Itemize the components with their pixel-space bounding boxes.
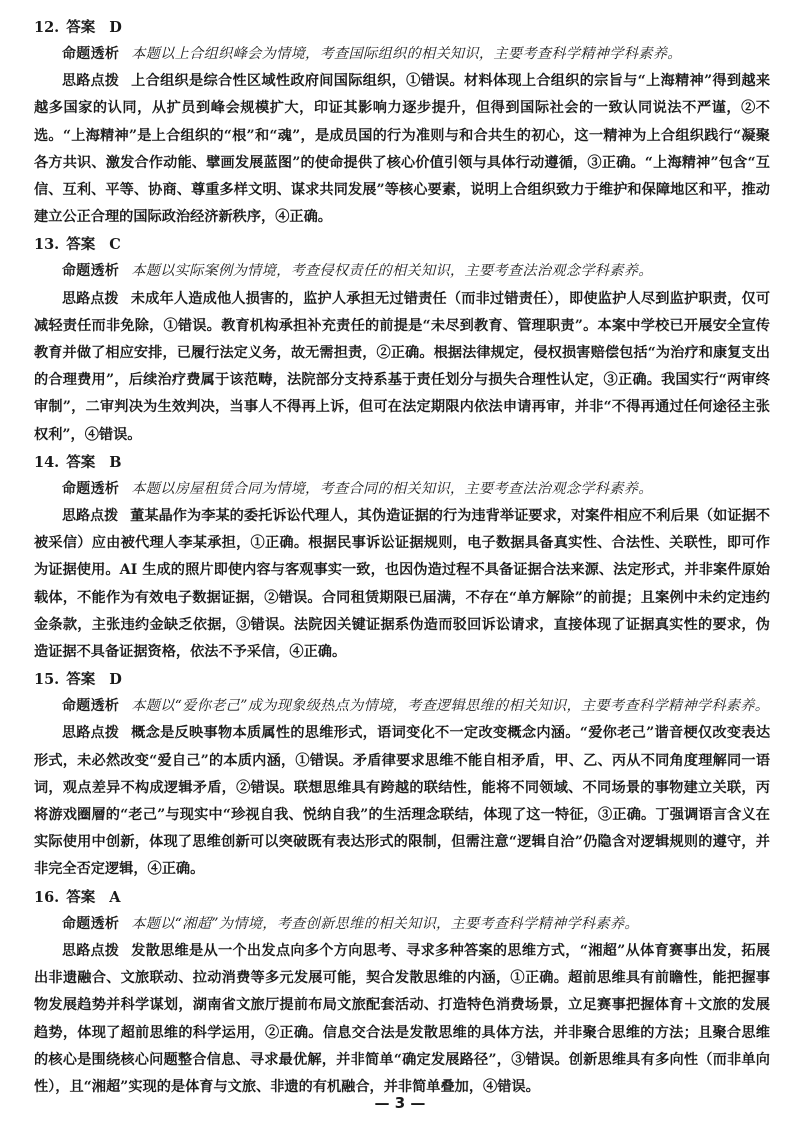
intro-label: 命题透析 bbox=[62, 46, 120, 62]
answer-letter: D bbox=[109, 19, 122, 36]
answer-letter: D bbox=[109, 671, 122, 689]
intro-text: 本题以实际案例为情境，考查侵权责任的相关知识，主要考查法治观念学科素养。 bbox=[131, 263, 653, 280]
explanation-paragraph bbox=[34, 938, 770, 1101]
intro-paragraph bbox=[34, 476, 770, 503]
answer-letter: C bbox=[109, 236, 121, 254]
question-15 bbox=[34, 666, 770, 883]
question-number: 13. bbox=[34, 236, 60, 254]
intro-paragraph bbox=[34, 258, 770, 285]
explanation-label: 思路点拨 bbox=[62, 290, 119, 307]
question-number: 14. bbox=[34, 453, 60, 471]
explanation-label: 思路点拨 bbox=[62, 508, 119, 525]
explanation-text: 概念是反映事物本质属性的思维形式，语词变化不一定改变概念内涵。“爱你老己”谐音梗仅改变表达形式，未必然改变“爱自己”的本质内涵，①错误。矛盾律要求思维不能自相矛盾，甲、乙、丙从不同角度理解同一语词，观点差异不构成逻辑矛盾，②错误。联想思维具有跨越的联结性，能将不同领域、不同场景的事物建立关联，丙将游戏圈層的“老己”与现实中“珍视自我、悦纳自我”的生活理念联结，体现了这一特征，③正确。丁强调语言含义在实际使用中创新，体现了思维创新可以突破既有表达形式的限制，但需注意“逻辑自洽”仍隐含对逻辑规则的遵守，并非完全否定逻辑，④正确。 bbox=[34, 725, 771, 878]
explanation-label: 思路点拨 bbox=[62, 725, 120, 742]
answer-page bbox=[34, 14, 770, 1101]
explanation-text: 上合组织是综合性区域性政府间国际组织，①错误。材料体现上合组织的宗旨与“上海精神”得到越来越多国家的认同，从扩员到峰会规模扩大，印证其影响力逐步提升，但得到国际社会的一致认同说法不严谨，②不选。“上海精神”是上合组织的“根”和“魂”，是成员国的行为准则与和合共生的初心，这一精神为上合组织践行“凝聚各方共识、激发合作动能、擘画发展蓝图”的使命提供了核心价值引领与具体行动遵循，③正确。“上海精神”包含“互信、互利、平等、协商、尊重多样文明、谋求共同发展”等核心要素，说明上合组织致力于维护和保障地区和平，推动建立公正合理的国际政治经济新秩序，④正确。 bbox=[34, 73, 771, 226]
intro-label: 命题透析 bbox=[62, 263, 120, 280]
answer-label: 答案 bbox=[66, 453, 96, 471]
question-number: 15. bbox=[34, 671, 60, 689]
page-number: — 3 — bbox=[374, 1094, 426, 1112]
explanation-paragraph bbox=[34, 503, 770, 666]
question-14 bbox=[34, 449, 770, 666]
question-header bbox=[34, 449, 770, 476]
intro-paragraph bbox=[34, 41, 770, 68]
question-12 bbox=[34, 14, 770, 231]
intro-text: 本题以房屋租赁合同为情境，考查合同的相关知识，主要考查法治观念学科素养。 bbox=[131, 480, 653, 497]
explanation-label: 思路点拨 bbox=[62, 942, 120, 959]
intro-text: 本题以“湘超”为情境，考查创新思维的相关知识，主要考查科学精神学科素养。 bbox=[131, 915, 639, 932]
question-16 bbox=[34, 884, 770, 1101]
question-header bbox=[34, 884, 770, 911]
explanation-paragraph bbox=[34, 68, 770, 231]
intro-label: 命题透析 bbox=[62, 480, 120, 497]
answer-label: 答案 bbox=[66, 888, 96, 906]
intro-paragraph bbox=[34, 911, 770, 938]
answer-letter: B bbox=[109, 453, 122, 471]
intro-text: 本题以“爱你老己”成为现象级热点为情境，考查逻辑思维的相关知识，主要考查科学精神学科素养。 bbox=[131, 698, 770, 715]
question-header bbox=[34, 666, 770, 693]
question-number: 16. bbox=[34, 888, 60, 906]
intro-text: 本题以上合组织峰会为情境，考查国际组织的相关知识，主要考查科学精神学科素养。 bbox=[131, 46, 682, 62]
answer-label: 答案 bbox=[66, 19, 96, 36]
question-13 bbox=[34, 231, 770, 448]
question-header bbox=[34, 14, 770, 41]
answer-label: 答案 bbox=[66, 236, 96, 254]
intro-paragraph bbox=[34, 693, 770, 720]
explanation-text: 董某晶作为李某的委托诉讼代理人，其伪造证据的行为违背举证要求，对案件相应不利后果（如证据不被采信）应由被代理人李某承担，①正确。根据民事诉讼证据规则，电子数据具备真实性、合法性、关联性，即可作为证据使用。AI 生成的照片即使内容与客观事实一致，也因伪造过程不具备证据合法来源、法定形式，并非案件原始载体，不能作为有效电子数据证据，②错误。合同租赁期限已届满，不存在“单方解除”的前提；且案例中未约定违约金条款，主张违约金缺乏依据，③错误。法院因关键证据系伪造而驳回诉讼请求，直接体现了证据真实性的要求，伪造证据不具备证据资格，依法不予采信，④正确。 bbox=[34, 508, 770, 661]
explanation-text: 未成年人造成他人损害的，监护人承担无过错责任（而非过错责任），即使监护人尽到监护职责，仅可减轻责任而非免除，①错误。教育机构承担补充责任的前提是“未尽到教育、管理职责”。本案中学校已开展安全宣传教育并做了相应安排，已履行法定义务，故无需担责，②正确。根据法律规定，侵权损害赔偿包括“为治疗和康复支出的合理费用”，后续治疗费属于该范畴，法院部分支持系基于责任划分与损失合理性认定，③正确。我国实行“两审终审制”，二审判决为生效判决，当事人不得再上诉，但可在法定期限内依法申请再审，并非“不得再通过任何途径主张权利”，④错误。 bbox=[34, 290, 771, 443]
answer-letter: A bbox=[109, 888, 121, 906]
explanation-paragraph bbox=[34, 286, 770, 449]
explanation-text: 发散思维是从一个出发点向多个方向思考、寻求多种答案的思维方式，“湘超”从体育赛事出发，拓展出非遗融合、文旅联动、拉动消费等多元发展可能，契合发散思维的内涵，①正确。超前思维具有前瞻性，能把握事物发展趋势并科学谋划，湖南省文旅厅提前布局文旅配套活动、打造特色消费场景，立足赛事把握体育＋文旅的发展趋势，体现了超前思维的科学运用，②正确。信息交合法是发散思维的具体方法，并非聚合思维的方法；且聚合思维的核心是围绕核心问题整合信息、寻求最优解，并非简单“确定发展路径”，③错误。创新思维具有多向性（而非单向性），且“湘超”实现的是体育与文旅、非遗的有机融合，并非简单叠加，④错误。 bbox=[34, 942, 771, 1095]
question-header bbox=[34, 231, 770, 258]
explanation-label: 思路点拨 bbox=[62, 73, 120, 90]
intro-label: 命题透析 bbox=[62, 915, 120, 932]
intro-label: 命题透析 bbox=[62, 698, 120, 715]
answer-label: 答案 bbox=[66, 671, 96, 689]
question-number: 12. bbox=[34, 19, 60, 36]
explanation-paragraph bbox=[34, 720, 770, 883]
